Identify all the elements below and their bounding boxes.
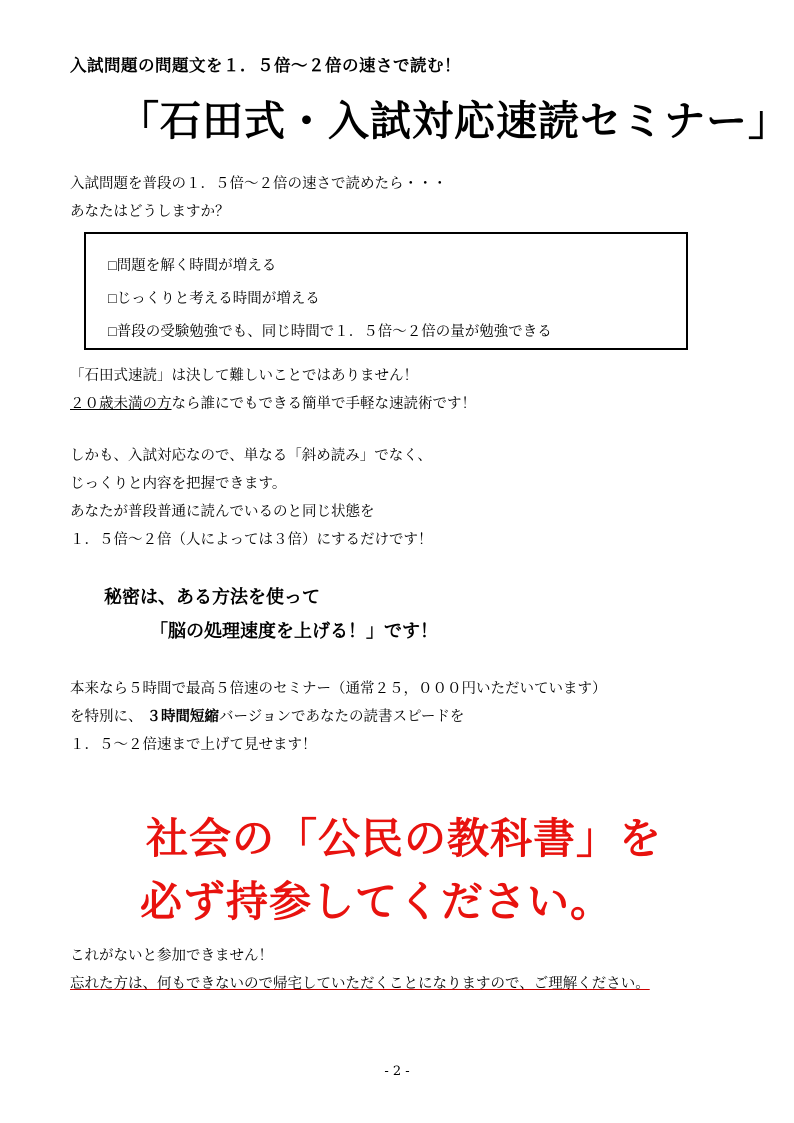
secret-line-2: 「脳の処理速度を上げる！」です！ (150, 621, 438, 642)
detail-line-2: じっくりと内容を把握できます。 (70, 476, 287, 492)
offer-line-2-suffix: バージョンであなたの読書スピードを (219, 709, 465, 725)
offer-line-2 (70, 709, 464, 726)
intro-line-1: 入試問題を普段の１．５倍〜２倍の速さで読めたら・・・ (70, 176, 447, 192)
detail-line-3: あなたが普段普通に読んでいるのと同じ状態を (70, 504, 375, 520)
closing-line-2: 忘れた方は、何もできないので帰宅していただくことになりますので、ご理解ください。 (70, 976, 650, 992)
claim-underline: ２０歳未満の方 (70, 396, 172, 412)
checklist-box (84, 232, 688, 350)
red-notice-line-2: 必ず持参してください。 (140, 877, 614, 926)
red-notice-line-1: 社会の「公民の教科書」を (146, 814, 663, 863)
checklist-item-3: □普段の受験勉強でも、同じ時間で１．５倍〜２倍の量が勉強できる (108, 324, 552, 340)
page-number: - 2 - (384, 1064, 410, 1079)
intro-line-2: あなたはどうしますか？ (70, 204, 230, 220)
offer-line-3: １．５〜２倍速まで上げて見せます！ (70, 737, 317, 753)
closing-line-1: これがないと参加できません！ (70, 948, 273, 964)
detail-line-4: １．５倍〜２倍（人によっては３倍）にするだけです！ (70, 532, 433, 548)
headline-title: 「石田式・入試対応速読セミナー」 (118, 97, 790, 145)
secret-line-1: 秘密は、ある方法を使って (104, 587, 320, 608)
detail-line-1: しかも、入試対応なので、単なる「斜め読み」でなく、 (70, 448, 432, 464)
offer-bold: ３時間短縮 (146, 709, 220, 725)
checklist-item-1: □問題を解く時間が増える (108, 258, 277, 274)
claim-line-2 (70, 396, 476, 413)
checklist-item-2: □じっくりと考える時間が増える (108, 291, 320, 307)
headline-subtitle: 入試問題の問題文を１．５倍〜２倍の速さで読む！ (70, 56, 461, 75)
claim-rest: なら誰にでもできる簡単で手軽な速読術です！ (171, 396, 476, 412)
offer-line-2-prefix: を特別に、 (70, 709, 147, 725)
offer-line-1: 本来なら５時間で最高５倍速のセミナー（通常２５，０００円いただいています） (70, 681, 607, 697)
claim-line-1: 「石田式速読」は決して難しいことではありません！ (70, 368, 418, 384)
